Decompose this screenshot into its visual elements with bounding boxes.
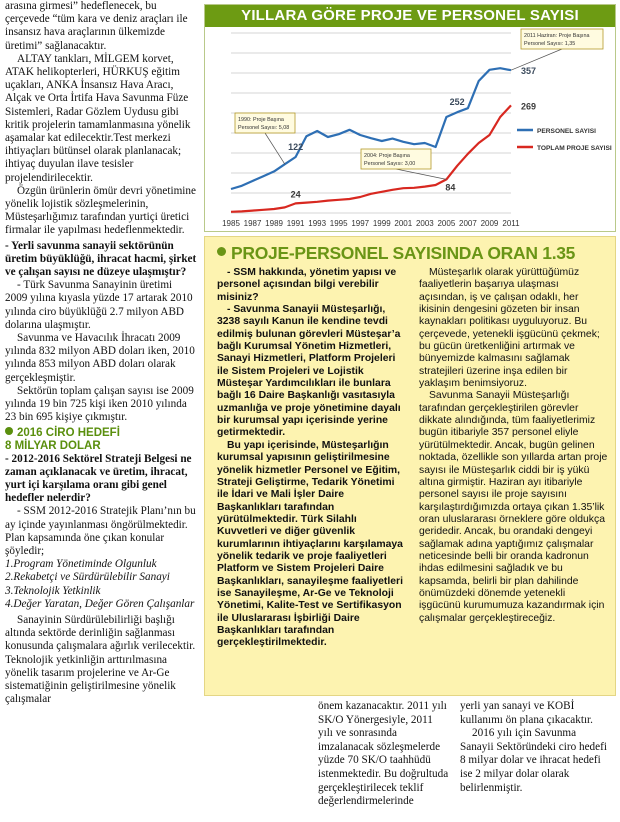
paragraph: - Savunma Sanayii Müsteşarlığı, 3238 sayılı Kanun ile kendine tevdi edilmiş bulunan görevleri Müsteşar’a bağlı Kurumsal Yönetim Hizmetleri, Sanayi Hizmetleri, Platform Projeleri ile Sistem Projeleri ve Lojistik Müsteşar Yardımcılıkları ile bunlara bağlı 16 Daire Başkanlığı vasıtasıyla uzmanlığa ve proje yönetimine dayalı bir kurumsal yapı içerisinde yerine getirmektedir. bbox=[217, 304, 401, 439]
x-tick-label: 1993 bbox=[308, 219, 327, 228]
x-tick-label: 2009 bbox=[480, 219, 499, 228]
paragraph: Bu yapı içerisinde, Müsteşarlığın kurumsal yapısının geliştirilmesine yönelik hizmetler Personel ve Eğitim, Strateji Geliştirme, Tedarik Yönetimi ile İdari ve Mali İşler Daire Başkanlıkları tarafından yürütülmektedir. Türk Silahlı Kuvvetleri ve diğer güvenlik kurumlarının ihtiyaçlarını karşılamaya yönelik tedarik ve proje faaliyetleri Platform ve Sistem Projeleri Daire Başkanlıkları, sanayileşme faaliyetleri ise Sanayileşme, Ar-Ge ve Teknoloji Yönetimi, Kalite-Test ve Sertifikasyon ile Uluslararası İşbirliği Daire Başkanlıkları tarafından gerçekleştirilmektedir. bbox=[217, 439, 403, 649]
x-tick-label: 2005 bbox=[437, 219, 456, 228]
callout-text: 1990: Proje Başına bbox=[238, 117, 284, 123]
data-label: 357 bbox=[521, 66, 537, 77]
x-tick-label: 1985 bbox=[222, 219, 240, 228]
line-chart bbox=[205, 27, 615, 231]
callout-text: Personel Sayısı: 3,00 bbox=[364, 161, 416, 167]
data-label: 269 bbox=[521, 101, 537, 112]
x-tick-label: 1987 bbox=[243, 219, 262, 228]
list-item: 3.Teknolojik Yetkinlik bbox=[5, 584, 101, 597]
box-heading: PROJE-PERSONEL SAYISINDA ORAN 1.35 bbox=[217, 243, 613, 263]
callout-pointer bbox=[511, 49, 562, 70]
data-label: 252 bbox=[449, 97, 465, 108]
interview-question: - SSM hakkında, yönetim yapısı ve personel açısından bilgi verebilir misiniz? bbox=[217, 267, 397, 303]
section-subheading: 2016 CİRO HEDEFİ 8 MİLYAR DOLAR bbox=[5, 426, 120, 452]
data-label: 24 bbox=[290, 189, 301, 200]
chart-box bbox=[204, 4, 616, 232]
paragraph: - SSM 2012-2016 Stratejik Planı’nın bu ay içinde yayınlanması öngörülmektedir. Plan kapsamında öne çıkan konular şöyledir; bbox=[5, 505, 196, 557]
paragraph: Savunma ve Havacılık İhracatı 2009 yılında 832 milyon ABD doları iken, 2010 yılında 853 milyon ABD doları olarak gerçekleşmiştir. bbox=[5, 332, 195, 384]
paragraph: 2016 yılı için Savunma Sanayii Sektöründeki ciro hedefi 8 milyar dolar ve ihracat hedefi ise 2 milyar dolar olarak belirlenmiştir. bbox=[460, 727, 607, 794]
list-item: 4.Değer Yaratan, Değer Gören Çalışanlar bbox=[5, 597, 195, 610]
x-tick-label: 1999 bbox=[372, 219, 391, 228]
paragraph: Sanayinin Sürdürülebilirliği başlığı altında sektörde derinliğin sağlanması konusunda çalışmalara ağırlık verilecektir. Teknolojik yetkinliğin arttırılmasına yönelik tasarım projelerine ve Ar-Ge sistematiğinin geliştirilmesine yönelik çalışmalar bbox=[5, 613, 196, 706]
x-tick-label: 2003 bbox=[415, 219, 434, 228]
x-tick-label: 1997 bbox=[351, 219, 370, 228]
bullet-dot-icon bbox=[217, 247, 226, 256]
chart-title: YILLARA GÖRE PROJE VE PERSONEL SAYISI bbox=[205, 5, 615, 27]
sidebar-box bbox=[204, 236, 616, 696]
bullet-dot-icon bbox=[5, 427, 13, 435]
callout-pointer bbox=[265, 133, 285, 164]
interview-question: - 2012-2016 Sektörel Strateji Belgesi ne zaman açıklanacak ve üretim, ihracat, yurt içi karşılama oranı gibi genel hedefler nelerdir? bbox=[5, 452, 192, 505]
x-tick-label: 2001 bbox=[394, 219, 413, 228]
callout-text: 2011 Haziran: Proje Başına bbox=[524, 33, 590, 39]
x-tick-label: 1995 bbox=[329, 219, 348, 228]
paragraph: - Türk Savunma Sanayinin üretimi 2009 yılına kıyasla yüzde 17 artarak 2010 yılında ciro büyüklüğü 2.7 milyon ABD dolarına ulaşmıştır. bbox=[5, 279, 193, 331]
bottom-column-2 bbox=[318, 700, 450, 809]
x-tick-label: 1989 bbox=[265, 219, 283, 228]
data-label: 122 bbox=[288, 142, 304, 152]
legend-label: TOPLAM PROJE SAYISI bbox=[537, 145, 612, 152]
paragraph: Sektörün toplam çalışan sayısı ise 2009 yılında 19 bin 725 kişi iken 2010 yılında 23 bin 695 kişiye çıkmıştır. bbox=[5, 384, 194, 424]
x-tick-label: 2011 bbox=[502, 219, 520, 228]
paragraph: Müsteşarlık olarak yürüttüğümüz faaliyetlerin başarıya ulaşması açısından, iş ve çalışan odaklı, her ikisinin dengesini gözeten bir insan kaynakları politikası uyguluyoruz. Bu çerçevede, yetenekli işgücünü çekmek; bu gücün üretkenliğini artırmak ve bünyemizde kalmasını sağlamak stratejileri üzerine inşa edilen bir yaklaşım benimsiyoruz. bbox=[419, 267, 600, 390]
left-column bbox=[5, 0, 197, 822]
paragraph: ALTAY tankları, MİLGEM korvet, ATAK helikopterleri, HÜRKUŞ eğitim uçakları, ANKA İnsansız Hava Aracı, Alçak ve Orta İrtifa Hava Savunma Füze Sistemleri, Radar Gözlem Uydusu gibi kritik projelerin tamamlanmasına yönelik aşamalar kat edilecektir.Test merkezi ihtiyaçları bütünsel olarak planlanacak; ihtiyaç duyulan ilave tesisler projelendirilecektir. bbox=[5, 52, 191, 184]
box-column-1 bbox=[217, 267, 407, 650]
paragraph: yerli yan sanayi ve KOBİ kullanımı ön plana çıkacaktır. bbox=[460, 700, 593, 726]
callout-text: Personel Sayısı: 1,35 bbox=[524, 41, 576, 47]
paragraph: arasına girmesi” hedeflenecek, bu çerçevede “tüm kara ve deniz araçları ile insansız hava araçlarının ülkemizde üretimi” sağlanacaktır. bbox=[5, 0, 188, 52]
paragraph: Savunma Sanayii Müsteşarlığı tarafından gerçekleştirilen görevler dikkate alındığında, tüm faaliyetlerimiz bugün itibariyle 357 personel eliyle yürütülmektedir. Ancak, bugün gelinen noktada, özellikle son yıllarda artan proje sayısı ile Müsteşarlık ciddi bir iş yükü altına girmiştir. Haziran ayı itibariyle personel sayısı ile proje sayısını karşılaştırdığımızda ortaya çıkan 1.35’lik oran uluslararası örneklere göre oldukça geridedir. Ancak, bu orandaki dengeyi sağlamak adına yaptığımız çalışmalar neticesinde belli bir oranda kadronun ihdas edilmesini sağladık ve bu kapsamda, belirli bir plan dahilinde önümüzdeki dönemde yetenekli işgücünü kurumumuza kazandırmak için çalışmalar gerçekleştireceğiz. bbox=[419, 390, 608, 624]
legend-label: PERSONEL SAYISI bbox=[537, 128, 596, 135]
data-label: 84 bbox=[445, 182, 456, 193]
callout-pointer bbox=[396, 169, 446, 179]
x-tick-label: 1991 bbox=[286, 219, 305, 228]
list-item: 2.Rekabetçi ve Sürdürülebilir Sanayi bbox=[5, 571, 170, 584]
box-column-2 bbox=[419, 267, 609, 625]
x-tick-label: 2007 bbox=[459, 219, 477, 228]
callout-text: Personel Sayısı: 5,08 bbox=[238, 125, 290, 131]
bottom-column-3 bbox=[460, 700, 612, 795]
interview-question: - Yerli savunma sanayii sektörünün üretim büyüklüğü, ihracat hacmi, şirket ve çalışan sayısı ne düzeye ulaşmıştır? bbox=[5, 239, 197, 279]
callout-text: 2004: Proje Başına bbox=[364, 153, 410, 159]
paragraph: önem kazanacaktır. 2011 yılı SK/O Yönergesiyle, 2011 yılı ve sonrasında imzalanacak sözleşmelerde yüzde 70 SK/O taahhüdü istenmektedir. Bu doğrultuda gerçekleştirilecek teklif değerlendirmelerinde bbox=[318, 700, 449, 808]
paragraph: Özgün ürünlerin ömür devri yönetimine yönelik lojistik sözleşmelerinin, Müsteşarlığımız tarafından yurtiçi üretici firmalar ile yapılması hedeflenmektedir. bbox=[5, 184, 196, 237]
list-item: 1.Program Yönetiminde Olgunluk bbox=[5, 558, 157, 571]
